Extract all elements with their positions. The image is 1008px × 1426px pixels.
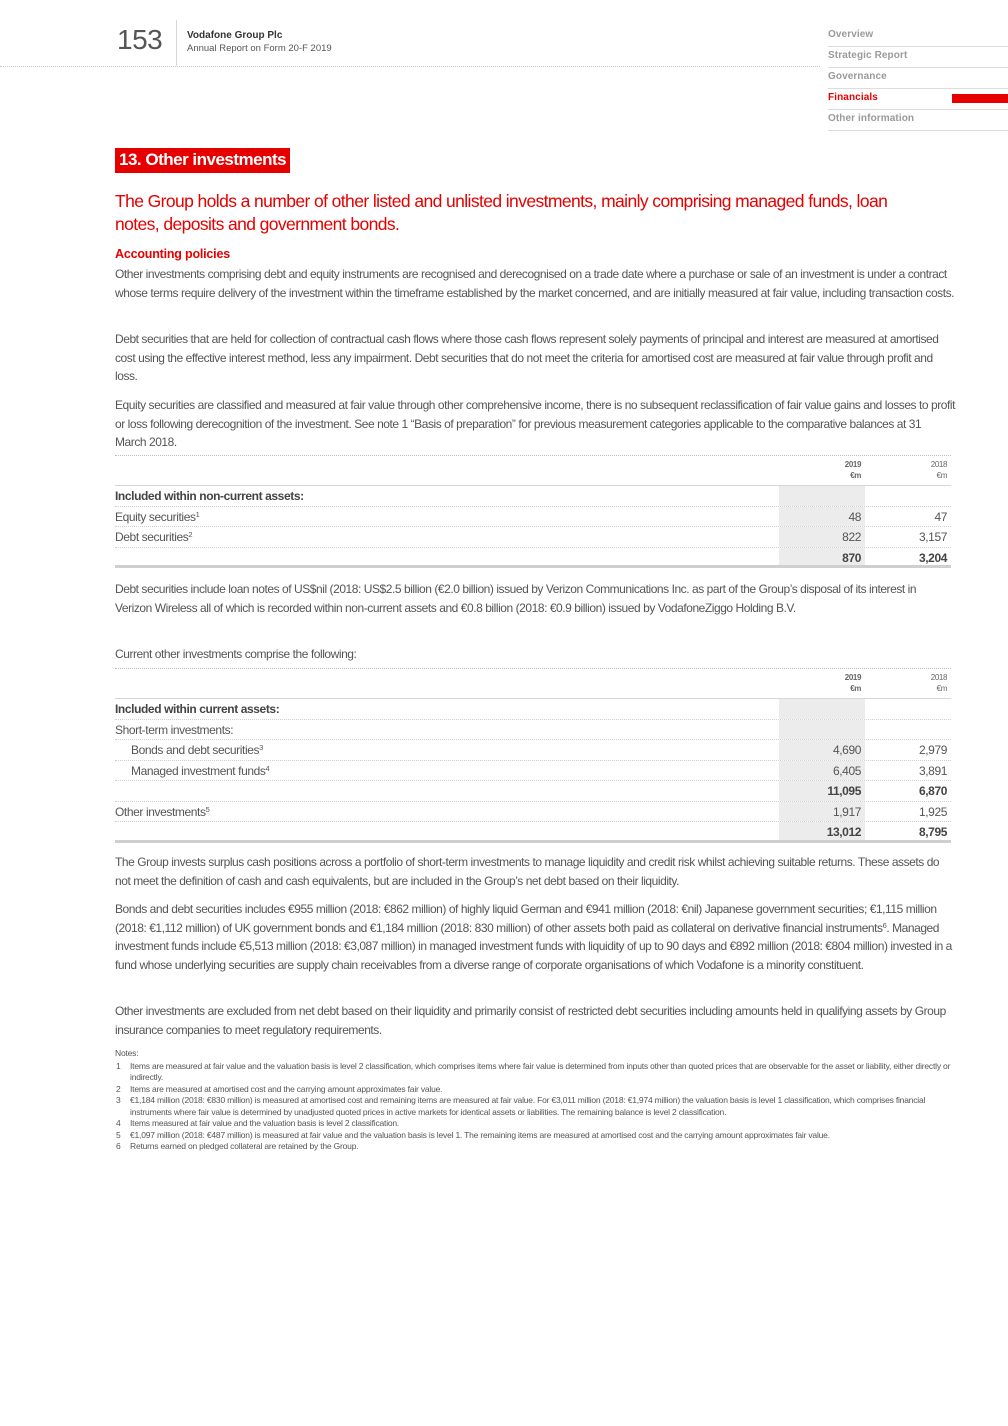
section-title: 13. Other investments — [115, 148, 290, 173]
row-subheading: Short-term investments: — [115, 722, 234, 737]
value-2019: 1,917 — [832, 804, 861, 819]
table-header-row — [115, 456, 951, 486]
current-investments-table — [115, 668, 951, 843]
col-header-2018: 2018 €m — [930, 460, 947, 480]
current-investments-intro: Current other investments comprise the following: — [115, 647, 357, 661]
value-2019: 6,405 — [832, 763, 861, 778]
report-title: Annual Report on Form 20-F 2019 — [187, 43, 332, 54]
other-investments-paragraph: Other investments are excluded from net debt based on their liquidity and primarily consist of restricted debt securities including amounts held in qualifying assets by Group insurance companies to meet regulatory requirements. — [115, 1004, 946, 1037]
value-2018: 3,891 — [918, 763, 947, 778]
row-label: Bonds and debt securities$^3$ — [131, 743, 263, 757]
nav-item-label: Other information — [828, 113, 915, 124]
header-rule — [0, 66, 820, 67]
footnote: 2 Items are measured at amortised cost and the carrying amount approximates fair value. — [116, 1083, 443, 1094]
nav-item-label: Governance — [828, 71, 887, 82]
footnote: 6 Returns earned on pledged collateral are retained by the Group. — [116, 1141, 359, 1151]
row-label: Other investments$^5$ — [115, 804, 210, 819]
nav-item-strategic-report[interactable] — [828, 47, 1008, 68]
value-2019: 48 — [848, 509, 861, 524]
nav-item-other-information[interactable] — [828, 110, 1008, 131]
section-intro: The Group holds a number of other listed and unlisted investments, mainly comprising managed funds, loan notes, deposits and government bonds. — [115, 191, 888, 234]
footnote: 4 Items measured at fair value and the valuation basis is level 2 classification. — [116, 1118, 400, 1128]
value-2018: 1,925 — [918, 804, 947, 819]
table-total-row — [115, 822, 951, 843]
table-row — [115, 527, 951, 548]
accounting-policies-heading: Accounting policies — [115, 247, 230, 261]
policy-paragraph-2: Debt securities that are held for collection of contractual cash flows where those cash flows represent solely payments of principal and interest are measured at amortised cost using the effective interest method, less any impairment. Debt securities that do not meet the criteria for amortised cost are measured at fair value through profit and loss. — [115, 332, 939, 383]
row-label: Equity securities$^1$ — [115, 509, 200, 524]
nav-item-financials[interactable] — [828, 89, 1008, 110]
table-header-row — [115, 669, 951, 699]
table-row — [115, 699, 951, 720]
footnote: 3 €1,184 million (2018: €830 million) is measured at amortised cost and remaining items are measured at fair value. For €3,011 million (2018: €1,974 million) the valuation basis is level 1 classification, which comprises financial instruments where fair value is determined by unadjusted quoted prices in active markets for identical assets or liabilities. The remaining balance is level 2 classification. — [116, 1095, 926, 1117]
table-row — [115, 486, 951, 507]
notes-title: Notes: — [115, 1048, 139, 1058]
header-divider — [176, 20, 177, 66]
col-header-2018: 2018 €m — [930, 673, 947, 693]
section-nav — [828, 26, 1008, 131]
value-2019: 4,690 — [832, 743, 861, 757]
row-heading: Included within current assets: — [115, 702, 280, 716]
total-2018: 8,795 — [918, 825, 947, 839]
table-row — [115, 761, 951, 782]
table-row — [115, 740, 951, 761]
row-label: Managed investment funds$^4$ — [131, 763, 270, 778]
company-name: Vodafone Group Plc — [187, 30, 283, 41]
debt-securities-paragraph: Debt securities include loan notes of US$nil (2018: US$2.5 billion (€2.0 billion) issued by Verizon Communications Inc. as part of the Group’s disposal of its interest in Verizon Wireless all of which is recorded within non-current assets and €0.8 billion (2018: €0.9 billion) issued by VodafoneZiggo Holding B.V. — [115, 582, 917, 615]
active-indicator — [952, 94, 1008, 103]
subtotal-2018: 6,870 — [918, 784, 947, 798]
value-2018: 3,157 — [918, 530, 947, 544]
value-2019: 822 — [842, 530, 861, 544]
nav-item-overview[interactable] — [828, 26, 1008, 47]
table-subtotal-row — [115, 781, 951, 802]
col-header-2019: 2019 €m — [844, 460, 861, 480]
table-row — [115, 720, 951, 741]
page-number: 153 — [117, 24, 163, 55]
footnote: 5 €1,097 million (2018: €487 million) is measured at fair value and the valuation basis is level 1. The remaining items are measured at amortised cost and the carrying amount approximates fair value. — [116, 1129, 830, 1140]
table-row — [115, 507, 951, 528]
policy-paragraph-1: Other investments comprising debt and equity instruments are recognised and derecognised on a trade date where a purchase or sale of an investment is under a contract whose terms require delivery of the investment within the timeframe established by the market concerned, and are initially measured at fair value, including transaction costs. — [115, 267, 955, 300]
table-row — [115, 802, 951, 823]
nav-item-governance[interactable] — [828, 68, 1008, 89]
row-heading: Included within non-current assets: — [115, 489, 304, 503]
nav-item-label: Financials — [828, 92, 878, 103]
nav-item-label: Overview — [828, 29, 874, 40]
nav-item-label: Strategic Report — [828, 50, 908, 61]
row-label: Debt securities$^2$ — [115, 530, 193, 544]
policy-paragraph-3: Equity securities are classified and measured at fair value through other comprehensive income, there is no subsequent reclassification of fair value gains and losses to profit or loss following derecognition of the investment. See note 1 “Basis of preparation” for previous measurement categories applicable to the comparative balances at 31 March 2018. — [115, 398, 955, 449]
col-header-2019: 2019 €m — [844, 673, 861, 693]
surplus-cash-paragraph: The Group invests surplus cash positions across a portfolio of short-term investments to manage liquidity and credit risk whilst achieving suitable returns. These assets do not meet the definition of cash and cash equivalents, but are included in the Group’s net debt based on their liquidity. — [115, 855, 940, 888]
table-total-row — [115, 548, 951, 569]
footnote: 1 Items are measured at fair value and the valuation basis is level 2 classification, which comprises items where fair value is determined from inputs other than quoted prices that are observable for the asset or liability, either directly or indirectly. — [116, 1060, 951, 1082]
bonds-paragraph: Bonds and debt securities includes €955 million (2018: €862 million) of highly liquid German and €941 million (2018: €nil) Japanese government securities; €1,115 million (2018: €1,112 million) of UK government bonds and €1,184 million (2018: 830 million) of other assets both paid as collateral on derivative financial instruments$^6$. Managed investment funds include €5,513 million (2018: €3,087 million) in managed investment funds with liquidity of up to 90 days and €892 million (2018: €804 million) invested in a fund whose underlying securities are supply chain receivables from a diverse range of corporate organisations of which Vodafone is a minority constituent. — [115, 902, 952, 972]
footnotes — [115, 1048, 951, 1153]
value-2018: 2,979 — [918, 743, 947, 757]
subtotal-2019: 11,095 — [827, 784, 861, 798]
total-2019: 13,012 — [826, 825, 861, 839]
total-2019: 870 — [842, 550, 861, 565]
non-current-investments-table — [115, 455, 951, 568]
value-2018: 47 — [934, 509, 947, 524]
total-2018: 3,204 — [918, 550, 947, 565]
